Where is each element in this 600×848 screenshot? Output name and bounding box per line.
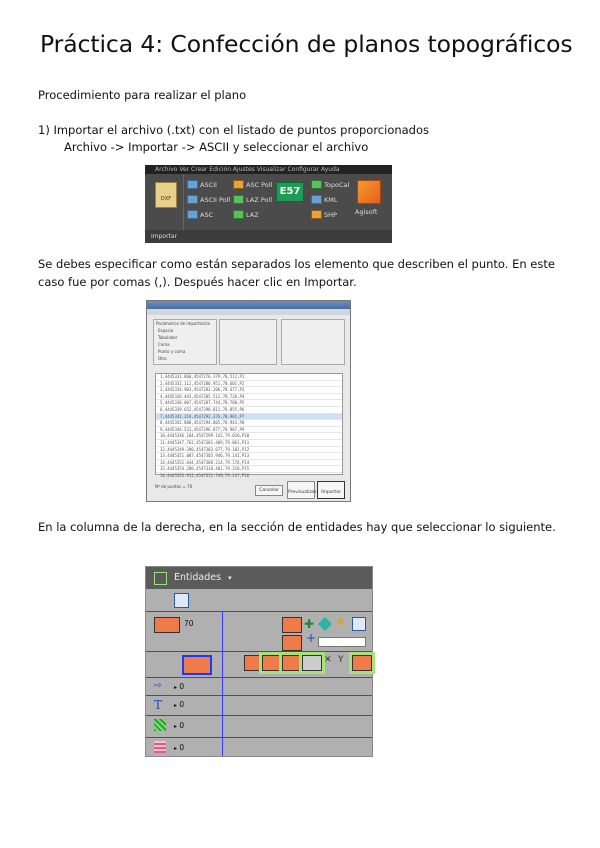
import-dialog-screenshot bbox=[146, 300, 351, 502]
step-1-text: 1) Importar el archivo (.txt) con el listado de puntos proporcionados bbox=[38, 123, 430, 137]
y-icon: Y bbox=[338, 655, 344, 665]
surface-count: ▸ 0 bbox=[174, 743, 185, 752]
asc-poll-icon bbox=[233, 180, 244, 189]
option-space: Espacio bbox=[158, 328, 174, 333]
table-row: 2,4445332.112,4547280.951,78.601,P2 bbox=[156, 381, 342, 388]
step-3-text: En la columna de la derecha, en la sección de entidades hay que seleccionar lo siguiente. bbox=[38, 520, 556, 534]
table-row: 16,4445355.911,4547312.749,79.247,P16 bbox=[156, 473, 342, 480]
option-icon-5 bbox=[352, 655, 372, 671]
asc-icon bbox=[187, 210, 198, 219]
dxf-label: DXF bbox=[160, 196, 172, 202]
ribbon-separator bbox=[183, 174, 184, 230]
options-group bbox=[281, 319, 345, 365]
laz-poll-button: LAZ Poll bbox=[233, 195, 272, 204]
table-row: 5,4445338.007,4547287.744,78.788,P5 bbox=[156, 400, 342, 407]
table-row: 3,4445334.903,4547283.206,78.677,P3 bbox=[156, 387, 342, 394]
step-1-path: Archivo -> Importar -> ASCII y seleccionar el archivo bbox=[64, 140, 369, 154]
dialog-subbar bbox=[147, 309, 350, 315]
option-icon-2 bbox=[262, 655, 282, 671]
option-other: Otro bbox=[158, 356, 167, 361]
ribbon-group-label: Importar bbox=[145, 230, 392, 243]
e57-icon: E57 bbox=[276, 182, 304, 202]
chevron-down-icon: ▾ bbox=[228, 574, 232, 582]
lane-divider bbox=[146, 695, 372, 696]
point-style-icon bbox=[282, 617, 302, 633]
shp-icon bbox=[311, 210, 322, 219]
table-row: 12,4445349.390,4547303.677,79.102,P12 bbox=[156, 447, 342, 454]
shp-button: SHP bbox=[311, 210, 337, 219]
separator-group-title: Parámetros de importación bbox=[156, 321, 211, 326]
dxf-file-icon bbox=[155, 182, 177, 208]
table-row: 6,4445339.652,4547290.011,78.855,P6 bbox=[156, 407, 342, 414]
option-tab: Tabulador bbox=[158, 335, 178, 340]
surface-entity-icon bbox=[154, 741, 166, 753]
refresh-icon bbox=[174, 593, 189, 608]
add-icon: ✚ bbox=[304, 617, 315, 631]
hatch-count: ▸ 0 bbox=[174, 721, 185, 730]
column-divider bbox=[222, 611, 223, 756]
topocal-button: TopoCal bbox=[311, 180, 349, 189]
ascii-poll-button: ASCII Poll bbox=[187, 195, 230, 204]
points-preview-table bbox=[155, 373, 343, 478]
separator-group bbox=[153, 319, 217, 365]
agisoft-label: Agisoft bbox=[355, 208, 378, 216]
ascii-poll-icon bbox=[187, 195, 198, 204]
table-row: 13,4445351.007,4547305.946,79.141,P13 bbox=[156, 453, 342, 460]
label-entity-icon bbox=[182, 655, 212, 675]
laz-icon bbox=[233, 210, 244, 219]
procedure-heading: Procedimiento para realizar el plano bbox=[38, 88, 247, 102]
page-title: Práctica 4: Confección de planos topográficos bbox=[40, 30, 573, 58]
lines-count: ▸ 0 bbox=[174, 682, 185, 691]
table-row: 7,4445341.219,4547292.376,78.901,P7 bbox=[156, 414, 342, 421]
option-semicolon: Punto y coma bbox=[158, 349, 186, 354]
entities-header: Entidades ▾ bbox=[146, 567, 372, 589]
size-slider bbox=[318, 637, 366, 647]
import-button: Importar bbox=[317, 481, 345, 499]
points-count-value: 70 bbox=[184, 619, 194, 628]
laz-poll-icon bbox=[233, 195, 244, 204]
point-marker-icon bbox=[282, 635, 302, 651]
diamond-icon bbox=[318, 617, 332, 631]
plus-icon: + bbox=[306, 631, 317, 645]
lane-divider bbox=[146, 737, 372, 738]
hatch-entity-icon bbox=[154, 719, 166, 731]
lane-divider bbox=[146, 611, 372, 612]
grid-icon: # bbox=[336, 617, 345, 628]
format-group bbox=[219, 319, 277, 365]
list-icon bbox=[154, 572, 167, 585]
option-icon-4 bbox=[302, 655, 322, 671]
agisoft-icon bbox=[357, 180, 381, 204]
kml-button: KML bbox=[311, 195, 338, 204]
table-row: 1,4445331.860,4547276.379,78.512,P1 bbox=[156, 374, 342, 381]
table-row: 9,4445344.531,4547296.877,78.987,P9 bbox=[156, 427, 342, 434]
kml-icon bbox=[311, 195, 322, 204]
ascii-icon bbox=[187, 180, 198, 189]
x-icon: ✕ bbox=[324, 655, 332, 665]
option-icon-3 bbox=[282, 655, 302, 671]
texts-count: ▸ 0 bbox=[174, 700, 185, 709]
preview-button: Previsualizar bbox=[287, 481, 315, 499]
points-entity-icon bbox=[154, 617, 180, 633]
cancel-button: Cancelar bbox=[255, 485, 283, 496]
export-icon bbox=[352, 617, 366, 631]
ribbon-screenshot bbox=[145, 165, 392, 243]
table-row: 15,4445354.280,4547310.481,79.210,P15 bbox=[156, 466, 342, 473]
table-row: 4,4445336.441,4547285.512,78.720,P4 bbox=[156, 394, 342, 401]
option-comma: Coma bbox=[158, 342, 170, 347]
table-row: 10,4445346.104,4547299.142,79.020,P10 bbox=[156, 433, 342, 440]
table-row: 14,4445352.644,4547308.214,79.176,P14 bbox=[156, 460, 342, 467]
option-icon-1 bbox=[244, 655, 264, 671]
table-row: 11,4445347.762,4547301.409,79.061,P11 bbox=[156, 440, 342, 447]
asc-poll-button: ASC Poll bbox=[233, 180, 272, 189]
lane-divider bbox=[146, 715, 372, 716]
dialog-titlebar bbox=[147, 301, 350, 309]
topocal-icon bbox=[311, 180, 322, 189]
laz-button: LAZ bbox=[233, 210, 259, 219]
line-entity-icon: ⇨ bbox=[154, 681, 162, 691]
table-row: 8,4445342.880,4547294.605,78.943,P8 bbox=[156, 420, 342, 427]
lane-divider bbox=[146, 677, 372, 678]
text-entity-icon: T bbox=[154, 698, 163, 712]
step-2-text: Se debes especificar como están separados los elemento que describen el punto. En este caso fue por comas (,). Después hacer clic en Importar. bbox=[38, 257, 555, 289]
points-count: Nº de puntos = 70 bbox=[155, 484, 193, 489]
lane-divider bbox=[146, 651, 372, 652]
ascii-button: ASCII bbox=[187, 180, 217, 189]
asc-button: ASC bbox=[187, 210, 213, 219]
entities-panel-screenshot bbox=[145, 566, 373, 757]
ribbon-menubar: Archivo Ver Crear Edición Ajustes Visualizar Configurar Ayuda bbox=[145, 165, 392, 174]
